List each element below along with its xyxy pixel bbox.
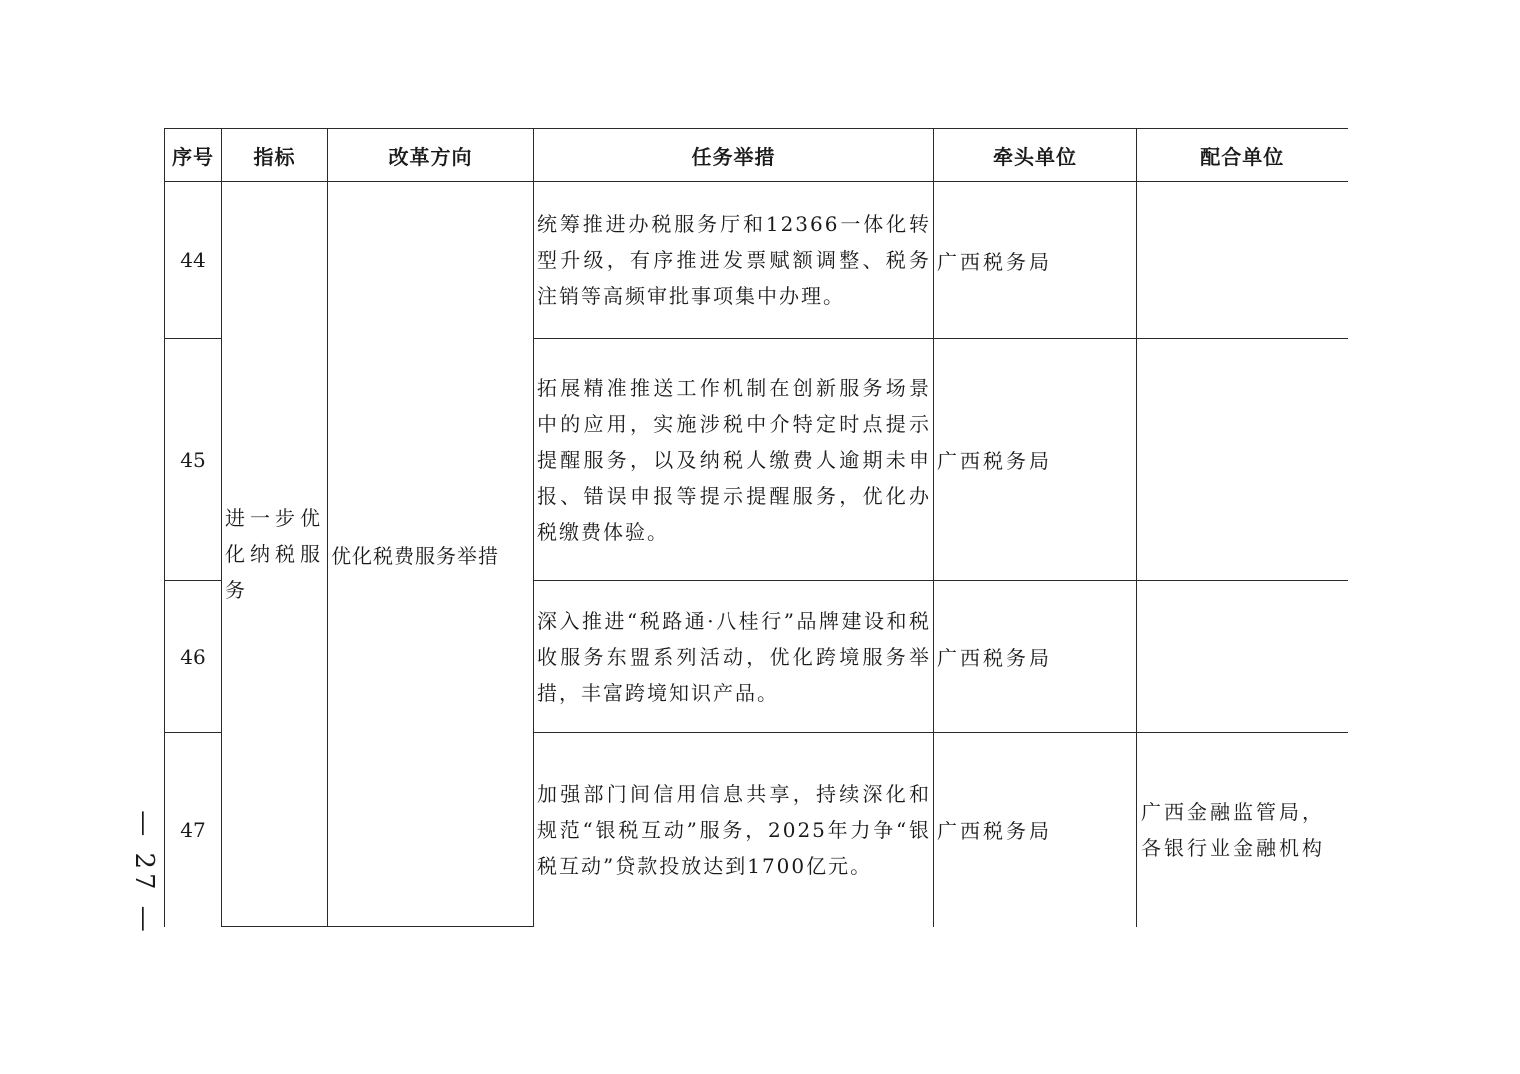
row-serial: 46 <box>165 581 222 733</box>
header-serial: 序号 <box>165 129 222 182</box>
lead-unit-cell: 广西税务局 <box>934 339 1137 581</box>
page-number <box>118 810 170 936</box>
lead-unit-cell: 广西税务局 <box>934 182 1137 339</box>
support-unit-cell <box>1137 733 1348 927</box>
support-unit-cell <box>1137 182 1348 339</box>
page-number-text: — 27 — <box>129 810 159 936</box>
task-cell: 加强部门间信用信息共享，持续深化和规范“银税互动”服务，2025年力争“银税互动”贷款投放达到1700亿元。 <box>534 733 934 927</box>
task-cell: 统筹推进办税服务厅和12366一体化转型升级，有序推进发票赋额调整、税务注销等高频审批事项集中办理。 <box>534 182 934 339</box>
task-cell: 深入推进“税路通·八桂行”品牌建设和税收服务东盟系列活动，优化跨境服务举措，丰富跨境知识产品。 <box>534 581 934 733</box>
support-unit-line: 各银行业金融机构 <box>1141 835 1325 860</box>
support-unit-line: 广西金融监管局， <box>1141 799 1325 824</box>
header-indicator: 指标 <box>222 129 328 182</box>
header-lead-unit: 牵头单位 <box>934 129 1137 182</box>
row-serial: 44 <box>165 182 222 339</box>
support-unit-cell <box>1137 339 1348 581</box>
row-serial: 47 <box>165 733 222 927</box>
header-row <box>165 129 1348 182</box>
lead-unit-cell: 广西税务局 <box>934 733 1137 927</box>
task-cell: 拓展精准推送工作机制在创新服务场景中的应用，实施涉税中介特定时点提示提醒服务，以及纳税人缴费人逾期未申报、错误申报等提示提醒服务，优化办税缴费体验。 <box>534 339 934 581</box>
support-unit-cell <box>1137 581 1348 733</box>
direction-cell: 优化税费服务举措 <box>328 182 534 927</box>
header-direction: 改革方向 <box>328 129 534 182</box>
task-table <box>164 128 1348 927</box>
header-task: 任务举措 <box>534 129 934 182</box>
row-serial: 45 <box>165 339 222 581</box>
indicator-cell: 进一步优化纳税服务 <box>222 182 328 927</box>
header-support-unit: 配合单位 <box>1137 129 1348 182</box>
table-row <box>165 182 1348 339</box>
lead-unit-cell: 广西税务局 <box>934 581 1137 733</box>
